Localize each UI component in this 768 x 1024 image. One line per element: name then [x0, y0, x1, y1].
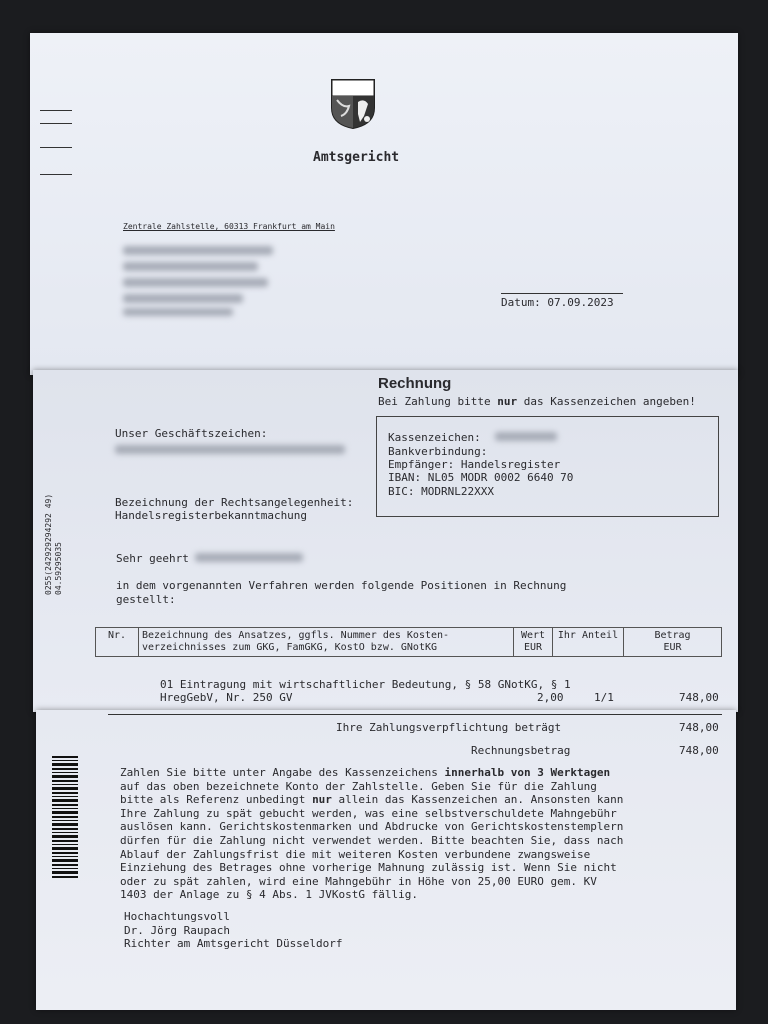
redacted-kassenzeichen — [495, 432, 557, 441]
notice-text: allein das Kassenzeichen an. Ansonsten kann — [331, 793, 624, 807]
notice-text: Ihre Zahlung zu spät gebucht werden, was eine selbstverschuldete Mahngebühr — [120, 806, 617, 820]
position-line: HregGebV, Nr. 250 GV — [160, 691, 293, 704]
notice-line — [120, 780, 623, 794]
header-betrag-line: Betrag — [654, 630, 691, 641]
position-anteil: 1/1 — [594, 691, 614, 704]
header-betrag-line: EUR — [663, 642, 682, 653]
closing-greeting: Hochachtungsvoll — [124, 910, 230, 923]
fold-mark — [40, 110, 72, 111]
notice-line — [120, 834, 623, 848]
header-desc-line: verzeichnisses zum GKG, FamGKG, KostO bzw. GNotKG — [142, 642, 438, 653]
matter-value: Handelsregisterbekanntmachung — [115, 509, 308, 522]
coat-of-arms-icon — [330, 78, 376, 130]
bank-connection-label: Bankverbindung: — [388, 445, 488, 458]
notice-text: bitte als Referenz unbedingt — [120, 793, 313, 807]
date-rule — [501, 293, 623, 294]
notice-emphasis: nur — [312, 793, 332, 807]
total-rule — [108, 714, 722, 715]
header-description — [139, 628, 514, 657]
redacted-address — [123, 262, 258, 271]
notice-text: Zahlen Sie bitte unter Angabe des Kassenzeichens — [120, 766, 445, 779]
obligation-label: Ihre Zahlungsverpflichtung beträgt — [336, 721, 562, 734]
payment-instruction — [378, 395, 696, 408]
obligation-value: 748,00 — [679, 721, 719, 734]
recipient: Empfänger: Handelsregister — [388, 458, 561, 471]
notice-line — [120, 793, 623, 807]
invoice-amount-label: Rechnungsbetrag — [471, 744, 571, 757]
side-code-line: 0255(242929294292 49) — [44, 493, 53, 595]
notice-line — [120, 848, 623, 862]
salutation: Sehr geehrt — [116, 552, 189, 565]
matter-label: Bezeichnung der Rechtsangelegenheit: — [115, 496, 354, 509]
intro-line: in dem vorgenannten Verfahren werden folgende Positionen in Rechnung — [116, 579, 567, 592]
redacted-address — [123, 278, 268, 287]
header-anteil-text: Ihr Anteil — [557, 630, 619, 641]
redacted-address — [123, 246, 273, 255]
notice-text: auf das oben bezeichnete Konto der Zahlstelle. Geben Sie für die Zahlung — [120, 779, 597, 793]
iban: IBAN: NL05 MODR 0002 6640 70 — [388, 471, 574, 484]
side-code-line: 04.59295035 — [54, 542, 63, 595]
kassenzeichen-label: Kassenzeichen: — [388, 431, 481, 444]
date: Datum: 07.09.2023 — [501, 296, 614, 309]
positions-table — [95, 627, 722, 657]
notice-line — [120, 807, 623, 821]
notice-text: Einziehung des Betrages ohne vorherige Mahnung zulässig ist. Wenn Sie nicht — [120, 861, 617, 875]
reference-label: Unser Geschäftszeichen: — [115, 427, 268, 440]
notice-line — [120, 820, 623, 834]
signer-name: Dr. Jörg Raupach — [124, 924, 230, 937]
payment-notice — [120, 766, 623, 902]
notice-emphasis: innerhalb von 3 Werktagen — [444, 766, 611, 779]
side-reference-code — [44, 494, 64, 595]
barcode-icon — [52, 756, 78, 880]
instruction-text: Bei Zahlung bitte — [378, 395, 498, 408]
redacted-address — [123, 294, 243, 303]
fold-mark — [40, 147, 72, 148]
letter-panel-top — [30, 33, 738, 375]
table-header-row — [96, 628, 722, 657]
redacted-address — [123, 308, 233, 316]
notice-text: auslösen kann. Gerichtskostenmarken und Abdrucke von Gerichtskostenstemplern — [120, 820, 624, 834]
notice-text: 1403 der Anlage zu § 4 Abs. 1 JVKostG fällig. — [120, 888, 419, 902]
instruction-emphasis: nur — [497, 395, 518, 408]
notice-line — [120, 888, 623, 902]
header-wert-line: EUR — [523, 642, 543, 653]
notice-text: oder zu spät zahlen, wird eine Mahngebühr in Höhe von 25,00 EURO gem. KV — [120, 874, 597, 888]
header-desc-line: Bezeichnung des Ansatzes, ggfls. Nummer des Kosten- — [142, 630, 450, 641]
header-betrag — [624, 628, 722, 657]
instruction-text: das Kassenzeichen angeben! — [517, 395, 696, 408]
notice-line — [120, 861, 623, 875]
invoice-amount-value: 748,00 — [679, 744, 719, 757]
position-betrag: 748,00 — [679, 691, 719, 704]
intro-line: gestellt: — [116, 593, 176, 606]
fold-mark — [40, 174, 72, 175]
header-anteil — [553, 628, 624, 657]
header-nr-text: Nr. — [107, 630, 127, 641]
notice-line — [120, 875, 623, 889]
sender-line: Zentrale Zahlstelle, 60313 Frankfurt am Main — [123, 222, 335, 231]
notice-text: dürfen für die Zahlung nicht verwendet werden. Bitte beachten Sie, dass nach — [120, 833, 624, 847]
bic: BIC: MODRNL22XXX — [388, 485, 494, 498]
notice-line — [120, 766, 623, 780]
fold-mark — [40, 123, 72, 124]
court-name: Amtsgericht — [313, 150, 400, 165]
header-wert-line: Wert — [520, 630, 546, 641]
redacted-name — [195, 553, 303, 562]
position-line: 01 Eintragung mit wirtschaftlicher Bedeutung, § 58 GNotKG, § 1 — [160, 678, 571, 691]
invoice-title: Rechnung — [378, 375, 452, 392]
header-nr — [96, 628, 139, 657]
redacted-reference — [115, 445, 345, 454]
notice-text: Ablauf der Zahlungsfrist die mit weiteren Kosten verbundene zwangsweise — [120, 847, 591, 861]
header-wert — [514, 628, 553, 657]
signer-role: Richter am Amtsgericht Düsseldorf — [124, 937, 343, 950]
position-wert: 2,00 — [537, 691, 564, 704]
